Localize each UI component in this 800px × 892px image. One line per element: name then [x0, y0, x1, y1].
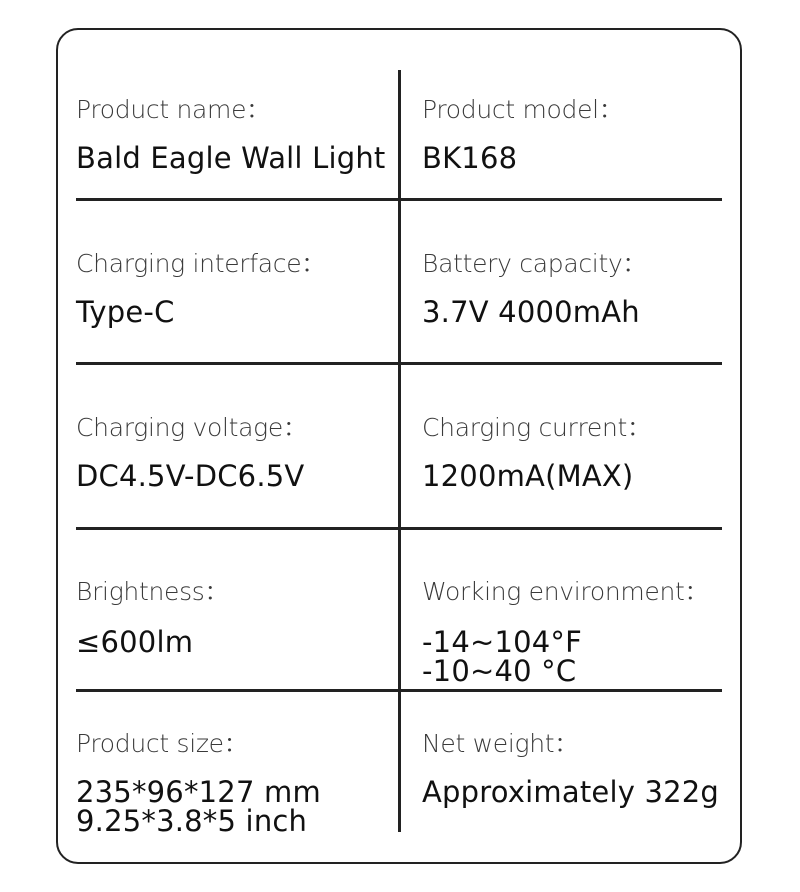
spec-product-model [422, 90, 624, 173]
spec-label: Working environment： [422, 577, 710, 606]
spec-value-line: -14~104°F [422, 625, 582, 659]
spec-value-line: BK168 [422, 141, 518, 175]
spec-battery-capacity [422, 244, 647, 327]
spec-value [422, 459, 652, 493]
spec-label: Product size： [76, 729, 249, 758]
spec-label: Brightness： [76, 577, 230, 606]
spec-value [422, 295, 647, 329]
spec-product-name [76, 90, 385, 173]
spec-brightness [76, 572, 229, 657]
spec-value-line: DC4.5V-DC6.5V [76, 459, 305, 493]
spec-label: Battery capacity： [422, 249, 648, 278]
spec-label: Charging voltage： [76, 413, 308, 442]
spec-value-line: ≤600lm [76, 625, 194, 659]
spec-value [76, 295, 326, 329]
spec-working-environment [422, 572, 709, 686]
spec-value [76, 459, 308, 493]
spec-value [422, 775, 720, 809]
spec-value-line: Approximately 322g [422, 775, 720, 809]
spec-net-weight [422, 724, 719, 807]
spec-label: Charging interface： [76, 249, 327, 278]
spec-charging-current [422, 408, 652, 491]
column-divider [398, 70, 401, 832]
spec-value-line: 9.25*3.8*5 inch [76, 804, 308, 838]
row-divider [76, 527, 722, 530]
spec-label: Product name： [76, 95, 271, 124]
row-divider [76, 689, 722, 692]
spec-value [76, 141, 386, 175]
spec-charging-interface [76, 244, 326, 327]
spec-value-line: Bald Eagle Wall Light [76, 141, 386, 175]
spec-product-size [76, 724, 321, 836]
row-divider [76, 362, 722, 365]
spec-value [422, 625, 709, 688]
spec-label: Product model： [422, 95, 624, 124]
spec-label: Net weight： [422, 729, 579, 758]
spec-value [76, 625, 229, 659]
spec-value-line: 235*96*127 mm [76, 775, 321, 809]
spec-value-line: Type-C [76, 295, 175, 329]
spec-value [422, 141, 624, 175]
spec-value-line: 3.7V 4000mAh [422, 295, 640, 329]
spec-value-line: 1200mA(MAX) [422, 459, 634, 493]
spec-value-line: -10~40 °C [422, 654, 577, 688]
row-divider [76, 198, 722, 201]
spec-charging-voltage [76, 408, 308, 491]
spec-label: Charging current： [422, 413, 652, 442]
spec-value [76, 775, 321, 838]
